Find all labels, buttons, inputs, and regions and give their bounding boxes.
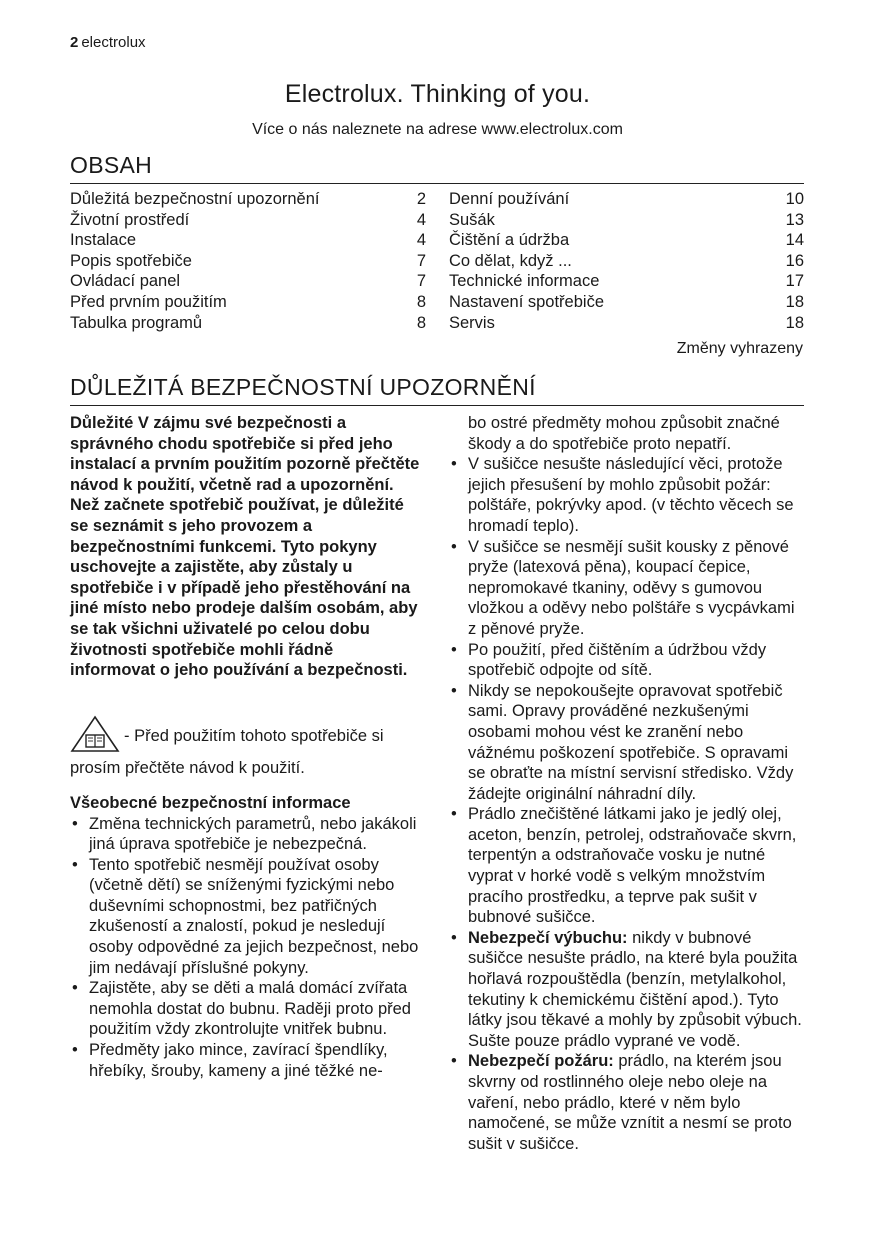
toc-entry[interactable] bbox=[449, 292, 804, 313]
fire-label: Nebezpečí požáru: bbox=[468, 1052, 614, 1071]
toc-entry-label: Před prvním použitím bbox=[70, 292, 227, 311]
toc-entry[interactable] bbox=[449, 271, 804, 292]
toc-entry-label: Sušák bbox=[449, 210, 495, 229]
toc-entry-label: Čištění a údržba bbox=[449, 231, 570, 250]
toc-entry[interactable] bbox=[449, 313, 804, 334]
warning-text: - Před použitím tohoto spotřebiče si prosím přečtěte návod k použití. bbox=[70, 726, 384, 778]
toc-divider bbox=[70, 183, 804, 184]
toc-entry[interactable] bbox=[449, 251, 804, 272]
changes-reserved-note: Změny vyhrazeny bbox=[676, 340, 803, 357]
list-item-explosion bbox=[449, 928, 805, 1052]
toc-entry[interactable] bbox=[70, 230, 426, 251]
toc-entry[interactable] bbox=[449, 230, 804, 251]
toc-entry-page: 18 bbox=[785, 313, 804, 332]
safety-divider bbox=[70, 405, 804, 406]
toc-entry-page: 8 bbox=[416, 292, 426, 311]
toc-entry[interactable] bbox=[449, 189, 804, 210]
fire-text: prádlo, na kterém jsou skvrny od rostlinného oleje nebo oleje na vaření, nebo prádlo, které v něm bylo namočené, se může vznítit a nesmí se proto sušit v sušičce. bbox=[468, 1052, 792, 1153]
toc-entry-page: 4 bbox=[416, 231, 426, 250]
toc-entry-page: 7 bbox=[416, 272, 426, 291]
safety-list-right bbox=[449, 413, 805, 1154]
toc-entry-page: 13 bbox=[785, 210, 804, 229]
toc-entry-page: 2 bbox=[416, 190, 426, 208]
toc-entry-label: Instalace bbox=[70, 231, 137, 250]
explosion-label: Nebezpečí výbuchu: bbox=[468, 928, 628, 947]
toc-entry[interactable] bbox=[449, 210, 804, 231]
toc-entry-label: Důležitá bezpečnostní upozornění bbox=[70, 190, 320, 208]
toc-entry-label: Nastavení spotřebiče bbox=[449, 292, 605, 311]
toc-entry-page: 18 bbox=[785, 292, 804, 311]
list-item: • Po použití, před čištěním a údržbou vždy spotřebič odpojte od sítě. bbox=[449, 640, 805, 681]
toc-entry-label: Ovládací panel bbox=[70, 272, 181, 291]
toc-entry-label: Denní používání bbox=[449, 190, 570, 208]
safety-left-column bbox=[70, 413, 420, 1081]
toc-entry[interactable] bbox=[70, 189, 426, 210]
list-item: • Nikdy se nepokoušejte opravovat spotřebič sami. Opravy prováděné nezkušenými osobami mohou vést ke zranění nebo vážnému poškození spotřebiče. S opravami se obraťte na místní servisní středisko. Vždy žádejte originální náhradní díly. bbox=[449, 681, 805, 805]
toc-entry[interactable] bbox=[70, 251, 426, 272]
toc-entry-label: Tabulka programů bbox=[70, 313, 203, 332]
safety-list-left bbox=[70, 814, 420, 1082]
general-safety-heading: Všeobecné bezpečnostní informace bbox=[70, 793, 351, 812]
list-item: • V sušičce se nesmějí sušit kousky z pěnové pryže (latexová pěna), koupací čepice, nepromokavé tkaniny, oděvy s gumovou vložkou a oděvy nebo polštáře s vycpávkami z pěnové pryže. bbox=[449, 537, 805, 640]
brand-name: electrolux bbox=[81, 34, 146, 51]
list-item: • Předměty jako mince, zavírací špendlíky, hřebíky, šrouby, kameny a jiné těžké ne- bbox=[70, 1040, 420, 1081]
explosion-text: nikdy v bubnové sušičce nesušte prádlo, na které byla použita hořlavá rozpouštědla (benzín, metylalkohol, tekutiny k chemickému čištění apod.). Tyto látky jsou těkavé a mohly by způsobit výbuch. Sušte pouze prádlo vyprané ve vodě. bbox=[468, 928, 802, 1050]
toc-right-column bbox=[449, 189, 804, 333]
toc-entry-page: 7 bbox=[416, 251, 426, 270]
toc-entry[interactable] bbox=[70, 210, 426, 231]
toc-entry-label: Technické informace bbox=[449, 272, 600, 291]
list-item: • Zajistěte, aby se děti a malá domácí zvířata nemohla dostat do bubnu. Raději proto před použitím vždy zkontrolujte vnitřek bubnu. bbox=[70, 978, 420, 1040]
toc-entry-label: Popis spotřebiče bbox=[70, 251, 192, 270]
list-item: • Prádlo znečištěné látkami jako je jedlý olej, aceton, benzín, petrolej, odstraňovače skvrn, terpentýn a odstraňovače vosku je nutné vyprat v horké vodě s velkým množstvím pracího prostředku, a teprve pak sušit v bubnové sušičce. bbox=[449, 804, 805, 928]
safety-intro: Důležité V zájmu své bezpečnosti a správného chodu spotřebiče si před jeho instalací a prvním použitím pozorně přečtěte návod k použití, včetně rad a upozornění. Než začnete spotřebič používat, je důležité se seznámit s jeho provozem a bezpečnostními funkcemi. Tyto pokyny uschovejte a zajistěte, aby zůstaly u spotřebiče i v případě jeho přestěhování na jiné místo nebo prodeje dalším osobám, aby se tak všichni uživatelé po celou dobu životnosti spotřebiče mohli řádně informovat o jeho používání a bezpečnosti. bbox=[70, 414, 420, 680]
safety-right-column bbox=[449, 413, 805, 1154]
warning-note bbox=[70, 715, 420, 779]
toc-entry-page: 10 bbox=[785, 190, 804, 208]
toc-entry-page: 17 bbox=[785, 272, 804, 291]
page-header bbox=[70, 34, 146, 51]
toc-entry-label: Co dělat, když ... bbox=[449, 251, 572, 270]
toc-entry-page: 4 bbox=[416, 210, 426, 229]
toc-entry-label: Servis bbox=[449, 313, 495, 332]
tagline: Electrolux. Thinking of you. bbox=[284, 80, 591, 108]
toc-entry[interactable] bbox=[70, 271, 426, 292]
toc-left-column bbox=[70, 189, 426, 333]
list-item: • Tento spotřebič nesmějí používat osoby (včetně dětí) se sníženými fyzickými nebo duševními schopnostmi, bez patřičných zkušeností a znalostí, pokud je nesledují osoby odpovědné za jejich bezpečnost, nebo jim nedávají příslušné pokyny. bbox=[70, 855, 420, 979]
toc-title: OBSAH bbox=[70, 152, 153, 178]
list-item-fire bbox=[449, 1051, 805, 1154]
toc-entry-page: 14 bbox=[785, 231, 804, 250]
toc-entry-page: 16 bbox=[785, 251, 804, 270]
toc-entry[interactable] bbox=[70, 292, 426, 313]
list-item: • V sušičce nesušte následující věci, protože jejich přesušení by mohlo způsobit požár: polštáře, pokrývky apod. (v těchto věcech se hromadí teplo). bbox=[449, 454, 805, 536]
website-note: Více o nás naleznete na adrese www.electrolux.com bbox=[252, 121, 623, 138]
list-item-continuation: bo ostré předměty mohou způsobit značné škody a do spotřebiče proto nepatří. bbox=[468, 414, 780, 453]
toc-entry-label: Životní prostředí bbox=[70, 210, 190, 229]
safety-title: DŮLEŽITÁ BEZPEČNOSTNÍ UPOZORNĚNÍ bbox=[70, 374, 536, 400]
toc-entry-page: 8 bbox=[416, 313, 426, 332]
toc-entry[interactable] bbox=[70, 313, 426, 334]
list-item: • Změna technických parametrů, nebo jakákoli jiná úprava spotřebiče je nebezpečná. bbox=[70, 814, 420, 855]
warning-book-icon bbox=[70, 715, 120, 759]
page-number: 2 bbox=[70, 34, 79, 51]
